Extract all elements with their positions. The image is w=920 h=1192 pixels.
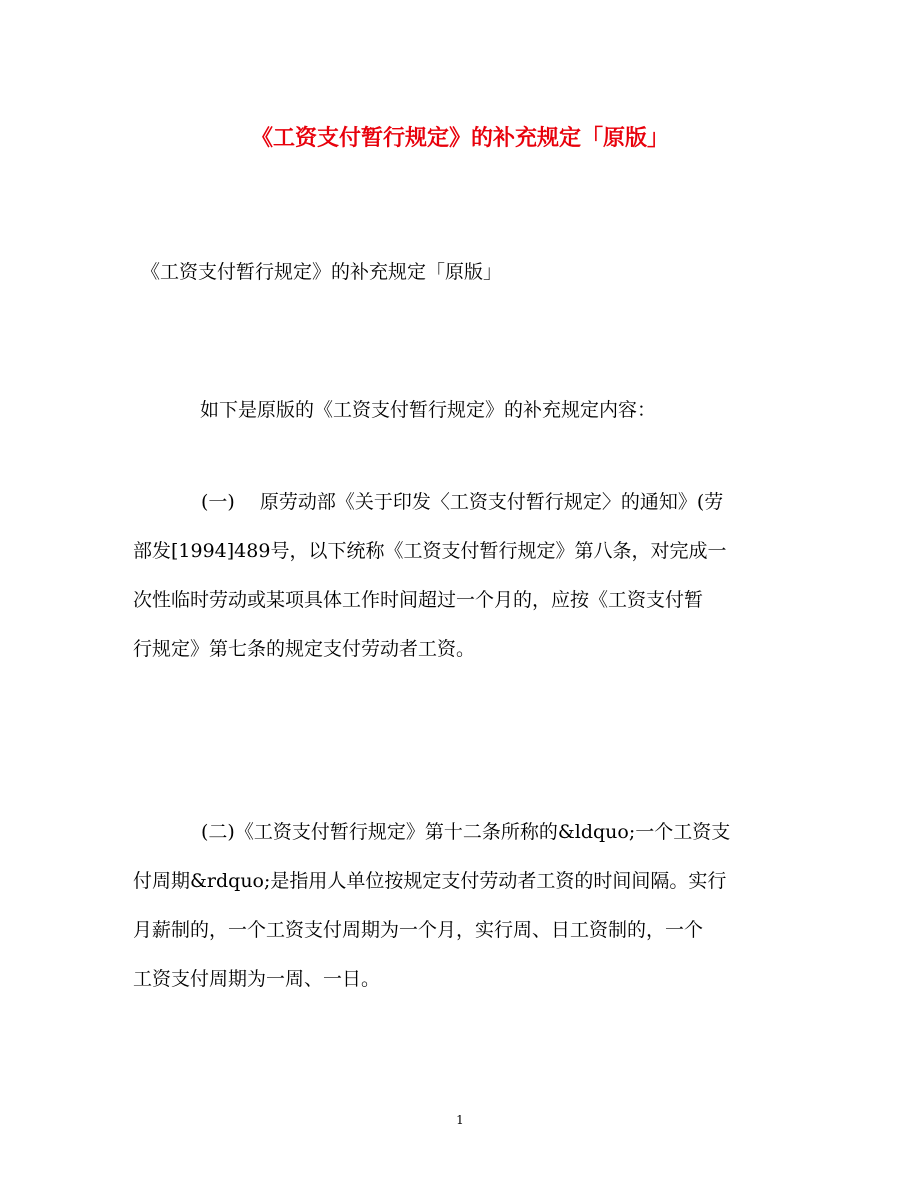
- paragraph-line: 工资支付周期为一周、一日。: [133, 968, 381, 990]
- paragraph-line: 付周期&rdquo;是指用人单位按规定支付劳动者工资的时间间隔。实行: [133, 870, 727, 892]
- document-subtitle: 《工资支付暂行规定》的补充规定「原版」: [141, 261, 503, 283]
- paragraph-line: (一) 原劳动部《关于印发〈工资支付暂行规定〉的通知》(劳: [201, 491, 724, 513]
- document-title: 《工资支付暂行规定》的补充规定「原版」: [250, 125, 669, 151]
- paragraph-1: [133, 488, 803, 684]
- paragraph-line: 行规定》第七条的规定支付劳动者工资。: [133, 638, 476, 660]
- paragraph-line: 月薪制的，一个工资支付周期为一个月，实行周、日工资制的，一个: [133, 919, 704, 941]
- paragraph-line: 次性临时劳动或某项具体工作时间超过一个月的，应按《工资支付暂: [133, 589, 704, 611]
- paragraph-2: [133, 818, 803, 1014]
- paragraph-line: (二)《工资支付暂行规定》第十二条所称的&ldquo;一个工资支: [201, 821, 731, 843]
- paragraph-line: 部发[1994]489号，以下统称《工资支付暂行规定》第八条，对完成一: [133, 540, 727, 562]
- page-number: 1: [456, 1113, 464, 1127]
- intro-paragraph: 如下是原版的《工资支付暂行规定》的补充规定内容：: [200, 399, 657, 421]
